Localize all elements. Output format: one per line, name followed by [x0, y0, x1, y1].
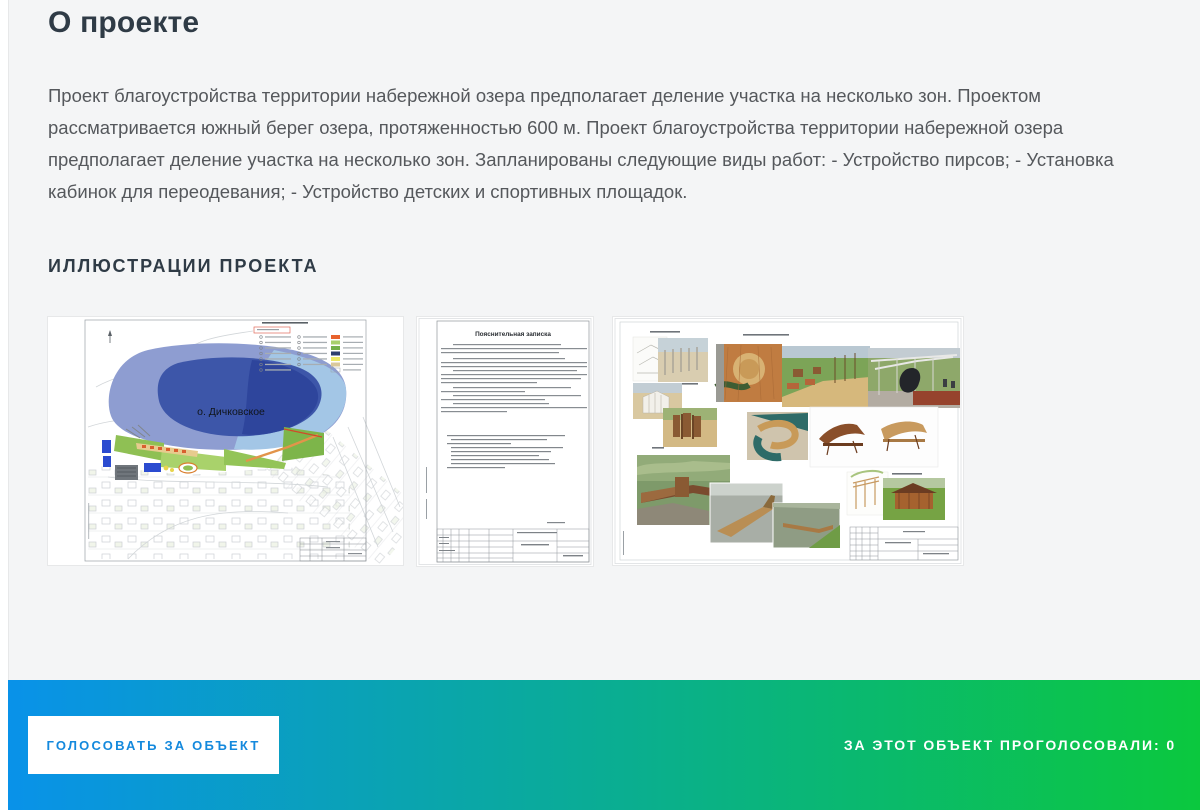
illustration-photo-collage-thumbnail[interactable] — [613, 317, 963, 565]
vote-bar — [8, 680, 1200, 810]
project-description: Проект благоустройства территории набережной озера предполагает деление участка на несколько зон. Проектом рассматривается южный берег озера, протяженностью 600 м. Проект благоустройства территории набережной озера предполагает деление участка на несколько зон. Запланированы следующие виды работ: - Устройство пирсов; - Установка кабинок для переодевания; - Устройство детских и спортивных площадок. — [48, 85, 1114, 202]
photo-collage-image — [613, 317, 963, 565]
vote-count-label: ЗА ЭТОТ ОБЪЕКТ ПРОГОЛОСОВАЛИ: — [843, 737, 1161, 753]
vote-button[interactable]: ГОЛОСОВАТЬ ЗА ОБЪЕКТ — [28, 716, 279, 774]
illustrations-heading: ИЛЛЮСТРАЦИИ ПРОЕКТА — [48, 256, 319, 276]
site-plan-image — [48, 317, 403, 565]
about-section — [8, 0, 1200, 566]
illustration-explanatory-note-thumbnail[interactable] — [417, 317, 593, 566]
explanatory-note-image — [417, 317, 593, 566]
lake-label: о. Дичковское — [197, 406, 265, 418]
vote-count — [844, 737, 1176, 753]
vote-count-value: 0 — [1166, 737, 1176, 753]
page-title: О проекте — [48, 6, 200, 39]
illustrations-gallery — [48, 317, 1160, 566]
project-page — [8, 0, 1200, 810]
illustration-site-plan-thumbnail[interactable] — [48, 317, 403, 565]
explanatory-note-title: Пояснительная записка — [475, 331, 551, 338]
